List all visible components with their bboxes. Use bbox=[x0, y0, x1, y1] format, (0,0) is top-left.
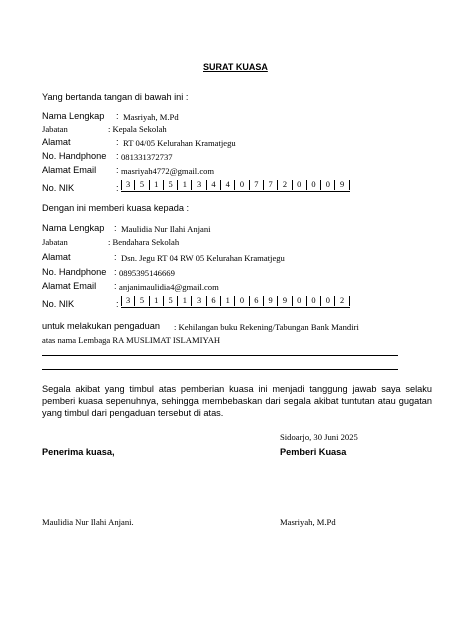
nik-digit-box: 5 bbox=[135, 180, 149, 190]
nik-digit-box: 1 bbox=[150, 296, 164, 306]
grantee-name-label: Nama Lengkap bbox=[42, 223, 105, 233]
nik-digit-box: 0 bbox=[293, 296, 307, 306]
grantor-email-value: masriyah4772@gmail.com bbox=[121, 166, 215, 176]
grantor-email-label: Alamat Email bbox=[42, 165, 97, 175]
nik-digit-box: 0 bbox=[235, 296, 249, 306]
nik-digit-box: 6 bbox=[250, 296, 264, 306]
nik-digit-box: 9 bbox=[278, 296, 292, 306]
nik-digit-box: 1 bbox=[178, 180, 192, 190]
grantee-nik-boxes bbox=[121, 295, 350, 308]
purpose-label: untuk melakukan pengaduan bbox=[42, 321, 160, 331]
grantor-position-value: : Kepala Sekolah bbox=[108, 124, 167, 134]
grantor-nik-colon: : bbox=[116, 183, 119, 193]
nik-digit-box: 0 bbox=[293, 180, 307, 190]
grantor-position-label: Jabatan bbox=[42, 124, 68, 134]
nik-digit-box: 2 bbox=[278, 180, 292, 190]
nik-digit-box: 0 bbox=[307, 296, 321, 306]
nik-digit-box: 3 bbox=[192, 296, 206, 306]
nik-digit-box: 9 bbox=[264, 296, 278, 306]
grantee-email-colon: : bbox=[114, 281, 117, 291]
grantee-address-label: Alamat bbox=[42, 252, 71, 262]
nik-digit-box: 5 bbox=[135, 296, 149, 306]
blank-line-2 bbox=[42, 369, 398, 370]
nik-digit-box: 7 bbox=[264, 180, 278, 190]
place-date: Sidoarjo, 30 Juni 2025 bbox=[280, 432, 358, 442]
grantor-address-colon: : bbox=[116, 137, 119, 147]
nik-digit-box: 0 bbox=[307, 180, 321, 190]
grantee-email-value: anjanimaulidia4@gmail.com bbox=[119, 282, 219, 292]
grantor-phone-colon: : bbox=[116, 151, 119, 161]
grantee-position-label: Jabatan bbox=[42, 237, 68, 247]
institution-line: atas nama Lembaga RA MUSLIMAT ISLAMIYAH bbox=[42, 335, 221, 345]
grantee-address-value: Dsn. Jegu RT 04 RW 05 Kelurahan Kramatjegu bbox=[121, 253, 285, 263]
grantor-phone-value: 081331372737 bbox=[121, 152, 173, 162]
grantor-name-colon: : bbox=[116, 111, 119, 121]
grantee-name-value: Maulidia Nur Ilahi Anjani bbox=[121, 224, 211, 234]
giver-heading: Pemberi Kuasa bbox=[280, 447, 347, 457]
grantee-phone-colon: : bbox=[114, 267, 117, 277]
grantor-email-colon: : bbox=[116, 165, 119, 175]
grantee-name-colon: : bbox=[114, 223, 117, 233]
nik-digit-box: 9 bbox=[335, 180, 349, 190]
nik-digit-box: 1 bbox=[178, 296, 192, 306]
nik-digit-box: 0 bbox=[235, 180, 249, 190]
nik-digit-box: 1 bbox=[221, 296, 235, 306]
grantor-address-label: Alamat bbox=[42, 137, 71, 147]
nik-digit-box: 3 bbox=[192, 180, 206, 190]
grantee-address-colon: : bbox=[114, 252, 117, 262]
nik-digit-box: 1 bbox=[150, 180, 164, 190]
grantor-nik-label: No. NIK bbox=[42, 183, 75, 193]
grantee-email-label: Alamat Email bbox=[42, 281, 97, 291]
nik-digit-box: 3 bbox=[121, 180, 135, 190]
grant-statement: Dengan ini memberi kuasa kepada : bbox=[42, 203, 190, 213]
grantor-name-label: Nama Lengkap bbox=[42, 111, 105, 121]
purpose-value: : Kehilangan buku Rekening/Tabungan Bank Mandiri bbox=[174, 322, 359, 332]
intro-text: Yang bertanda tangan di bawah ini : bbox=[42, 92, 189, 102]
giver-name: Masriyah, M.Pd bbox=[280, 517, 336, 527]
grantor-phone-label: No. Handphone bbox=[42, 151, 107, 161]
nik-digit-box: 3 bbox=[121, 296, 135, 306]
closing-paragraph: Segala akibat yang timbul atas pemberian kuasa ini menjadi tanggung jawab saya selaku pemberi kuasa sepenuhnya, sehingga membebaskan dari segala akibat tuntutan atau gugatan yang timbul dari pengaduan tersebut di atas. bbox=[42, 384, 432, 418]
nik-digit-box: 6 bbox=[207, 296, 221, 306]
document-title: SURAT KUASA bbox=[203, 62, 268, 72]
nik-digit-box: 5 bbox=[164, 296, 178, 306]
grantee-nik-label: No. NIK bbox=[42, 299, 75, 309]
grantor-nik-boxes bbox=[121, 179, 350, 192]
grantee-nik-colon: : bbox=[116, 299, 119, 309]
recipient-heading: Penerima kuasa, bbox=[42, 447, 115, 457]
grantee-phone-value: 0895395146669 bbox=[119, 268, 175, 278]
nik-digit-box: 4 bbox=[221, 180, 235, 190]
nik-digit-box: 0 bbox=[321, 296, 335, 306]
grantor-name-value: Masriyah, M.Pd bbox=[123, 112, 179, 122]
grantor-address-value: RT 04/05 Kelurahan Kramatjegu bbox=[123, 138, 236, 148]
nik-digit-box: 7 bbox=[250, 180, 264, 190]
grantee-phone-label: No. Handphone bbox=[42, 267, 107, 277]
nik-digit-box: 2 bbox=[335, 296, 349, 306]
recipient-name: Maulidia Nur Ilahi Anjani. bbox=[42, 517, 134, 527]
grantee-position-value: : Bendahara Sekolah bbox=[108, 237, 180, 247]
nik-digit-box: 0 bbox=[321, 180, 335, 190]
blank-line-1 bbox=[42, 355, 398, 356]
nik-digit-box: 4 bbox=[207, 180, 221, 190]
nik-digit-box: 5 bbox=[164, 180, 178, 190]
